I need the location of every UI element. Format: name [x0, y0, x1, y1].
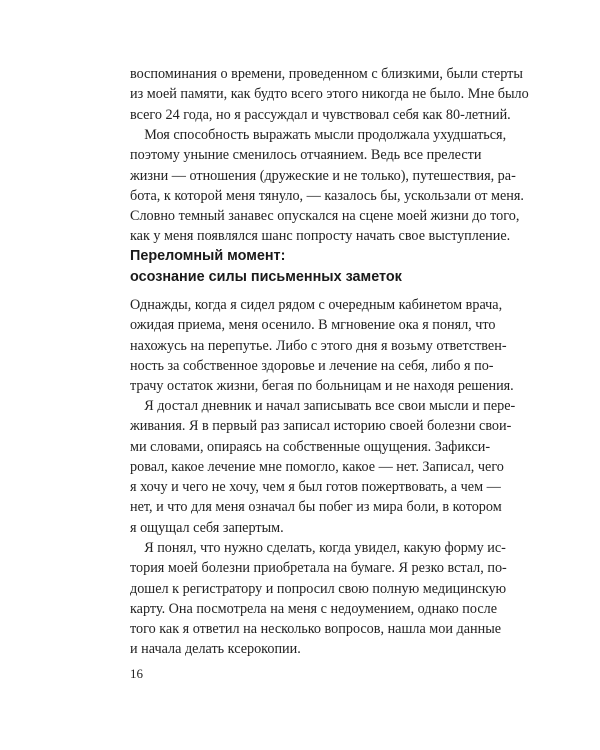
paragraph-diary: [130, 396, 516, 538]
text-line: ми словами, опираясь на собственные ощущения. Зафикси-: [130, 438, 491, 455]
text-line: тория моей болезни приобретала на бумаге. Я резко встал, по-: [130, 560, 507, 577]
text-line: и начала делать ксерокопии.: [130, 641, 301, 658]
text-line: трачу остаток жизни, бегая по больницам и не находя решения.: [130, 378, 514, 395]
paragraph-despair: [130, 125, 524, 247]
text-line: поэтому уныние сменилось отчаянием. Ведь все прелести: [130, 147, 482, 164]
text-line: ровал, какое лечение мне помогло, какое — нет. Записал, чего: [130, 458, 504, 475]
text-line: ность за собственное здоровье и лечение на себя, либо я по-: [130, 357, 494, 374]
text-line: Я понял, что нужно сделать, когда увидел, какую форму ис-: [130, 540, 506, 556]
page-number: 16: [130, 666, 143, 681]
paragraph-medical-record: [130, 538, 507, 660]
section-heading: [130, 246, 490, 288]
heading-line: Переломный момент:: [130, 248, 286, 264]
text-line: нет, и что для меня означал бы побег из мира боли, в котором: [130, 499, 502, 516]
text-line: воспоминания о времени, проведенном с близкими, были стерты: [130, 66, 523, 82]
text-line: живания. Я в первый раз записал историю своей болезни свои-: [130, 418, 512, 435]
text-line: я ощущал себя запертым.: [130, 519, 284, 536]
text-line: дошел к регистратору и попросил свою полную медицинскую: [130, 580, 507, 597]
text-line: Моя способность выражать мысли продолжала ухудшаться,: [130, 127, 507, 143]
paragraph-crossroads: [130, 295, 514, 396]
text-line: жизни — отношения (дружеские и не только), путешествия, ра-: [130, 167, 516, 184]
text-line: нахожусь на перепутье. Либо с этого дня я возьму ответствен-: [130, 337, 507, 354]
text-line: я хочу и чего не хочу, чем я был готов пожертвовать, а чем —: [130, 479, 501, 496]
text-line: Я достал дневник и начал записывать все свои мысли и пере-: [130, 398, 516, 414]
paragraph-continuation: [130, 64, 529, 125]
text-line: бота, к которой меня тянуло, — казалось бы, ускользали от меня.: [130, 187, 524, 204]
text-line: Словно темный занавес опускался на сцене моей жизни до того,: [130, 208, 520, 225]
text-line: из моей памяти, как будто всего этого никогда не было. Мне было: [130, 86, 529, 103]
text-line: ожидая приема, меня осенило. В мгновение ока я понял, что: [130, 317, 496, 334]
text-line: карту. Она посмотрела на меня с недоумением, однако после: [130, 600, 498, 617]
text-line: того как я ответил на несколько вопросов, нашла мои данные: [130, 621, 502, 638]
text-line: Однажды, когда я сидел рядом с очередным кабинетом врача,: [130, 297, 503, 313]
text-line: всего 24 года, но я рассуждал и чувствовал себя как 80-летний.: [130, 106, 511, 123]
text-line: как у меня появлялся шанс попросту начать свое выступление.: [130, 228, 511, 245]
heading-line: осознание силы письменных заметок: [130, 269, 402, 285]
